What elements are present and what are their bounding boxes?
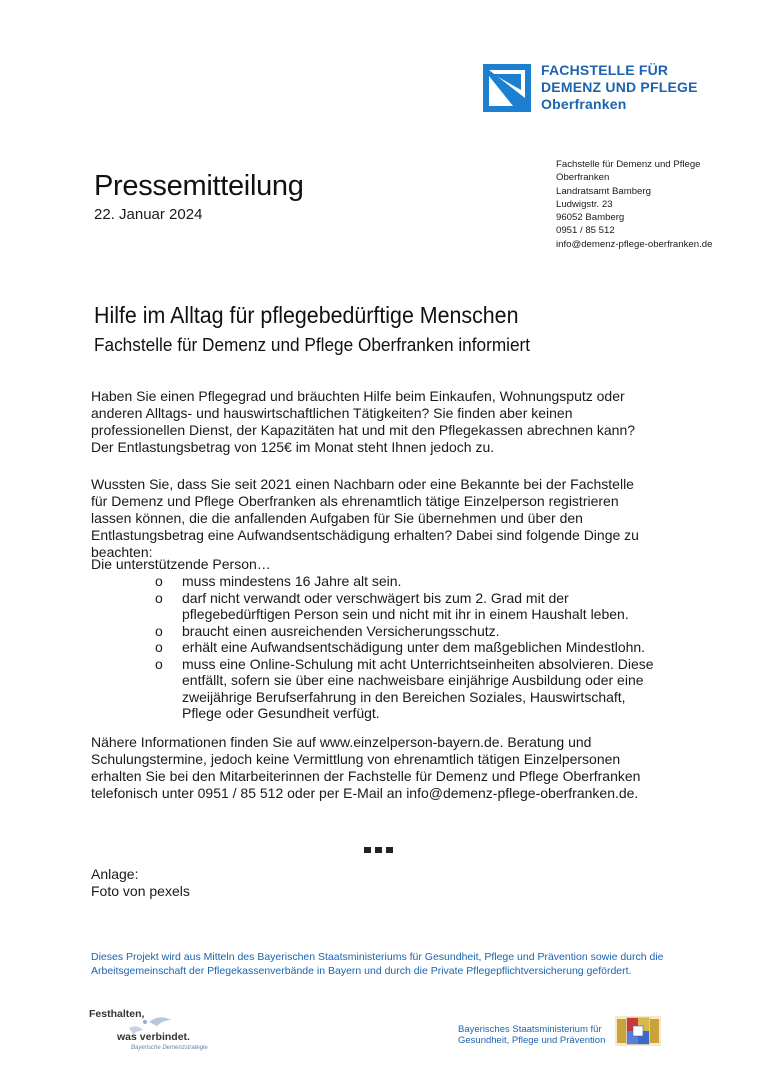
headline: Hilfe im Alltag für pflegebedürftige Menschen (94, 302, 519, 328)
address-line: Fachstelle für Demenz und Pflege (556, 159, 701, 170)
bullet-icon: o (155, 589, 163, 606)
festhalten-line-2: was verbindet. (117, 1031, 190, 1043)
list-item (155, 573, 665, 590)
ministry-line-2: Gesundheit, Pflege und Prävention (458, 1035, 606, 1046)
subheadline: Fachstelle für Demenz und Pflege Oberfranken informiert (94, 334, 531, 355)
list-item-text: braucht einen ausreichenden Versicherungsschutz. (182, 622, 500, 639)
bullet-icon: o (155, 622, 163, 639)
address-line: Oberfranken (556, 172, 610, 184)
logo-line-2: DEMENZ UND PFLEGE (541, 79, 698, 95)
bullet-icon: o (155, 655, 163, 672)
list-item (155, 656, 665, 722)
list-item-text: muss eine Online-Schulung mit acht Unterrichtseinheiten absolvieren. Diese entfällt, sofern sie über eine nachweisbare einjährige Ausbildung oder eine zweijährige Berufserfahrung in den Bereichen Soziales, Hauswirtschaft, Pflege oder Gesundheit verfügt. (182, 655, 654, 721)
list-item-text: muss mindestens 16 Jahre alt sein. (182, 573, 402, 589)
festhalten-line-1: Festhalten, (89, 1008, 145, 1020)
fachstelle-logo-icon (483, 64, 531, 112)
page-title: Pressemitteilung (94, 170, 304, 202)
release-date: 22. Januar 2024 (94, 206, 203, 223)
bullet-icon: o (155, 573, 163, 589)
address-line: 96052 Bamberg (556, 212, 625, 224)
list-item-text: darf nicht verwandt oder verschwägert bis zum 2. Grad mit der pflegebedürftigen Person sein und nicht mit ihr in einem Haushalt leben. (182, 589, 629, 622)
address-email: info@demenz-pflege-oberfranken.de (556, 238, 713, 250)
logo-text (541, 62, 698, 113)
bavarian-crest-icon (615, 1016, 661, 1046)
attachment-item: Foto von pexels (91, 883, 190, 899)
list-item (155, 639, 665, 656)
bullet-icon: o (155, 639, 163, 655)
address-line: 0951 / 85 512 (556, 225, 615, 237)
paragraph-2: Wussten Sie, dass Sie seit 2021 einen Nachbarn oder eine Bekannte bei der Fachstelle für Demenz und Pflege Oberfranken als ehrenamtlich tätige Einzelperson registrieren lassen können, die die anfallenden Aufgaben für Sie übernehmen und über den Entlastungsbetrag eine Aufwandsentschädigung erhalten? Dabei sind folgende Dinge zu beachten: (91, 476, 639, 560)
paragraph-info: Nähere Informationen finden Sie auf www.einzelperson-bayern.de. Beratung und Schulungstermine, jedoch keine Vermittlung von ehrenamtlich tätigen Einzelpersonen erhalten Sie bei den Mitarbeiterinnen der Fachstelle für Demenz und Pflege Oberfranken telefonisch unter 0951 / 85 512 oder per E-Mail an info@demenz-pflege-oberfranken.de. (91, 734, 641, 801)
logo-line-3: Oberfranken (541, 96, 627, 112)
attachment (91, 866, 190, 900)
address-line: Ludwigstr. 23 (556, 198, 613, 210)
paragraph-1: Haben Sie einen Pflegegrad und bräuchten Hilfe beim Einkaufen, Wohnungsputz oder anderen Alltags- und hauswirtschaftlichen Tätigkeiten? Sie finden aber keinen professionellen Dienst, der Kapazitäten hat und mit den Pflegekassen abrechnen kann? Der Entlastungsbetrag von 125€ im Monat steht Ihnen jedoch zu. (91, 388, 636, 455)
festhalten-line-3: Bayerische Demenzstrategie (131, 1045, 208, 1051)
address-line: Landratsamt Bamberg (556, 185, 651, 197)
list-intro: Die unterstützende Person… (91, 556, 271, 572)
list-item (155, 623, 665, 640)
sender-address (556, 158, 712, 251)
ministry-line-1: Bayerisches Staatsministerium für (458, 1024, 602, 1035)
ministry-name (458, 1024, 605, 1046)
funding-notice: Dieses Projekt wird aus Mitteln des Bayerischen Staatsministeriums für Gesundheit, Pflege und Prävention sowie durch die Arbeitsgemeinschaft der Pflegekassenverbände in Bayern und durch die Private Pflegepflichtversicherung gefördert. (91, 951, 664, 977)
list-item (155, 590, 665, 623)
logo-line-1: FACHSTELLE FÜR (541, 62, 669, 78)
requirements-list (155, 573, 665, 722)
section-separator (364, 840, 397, 858)
attachment-label: Anlage: (91, 866, 139, 882)
list-item-text: erhält eine Aufwandsentschädigung unter dem maßgeblichen Mindestlohn. (182, 639, 646, 655)
